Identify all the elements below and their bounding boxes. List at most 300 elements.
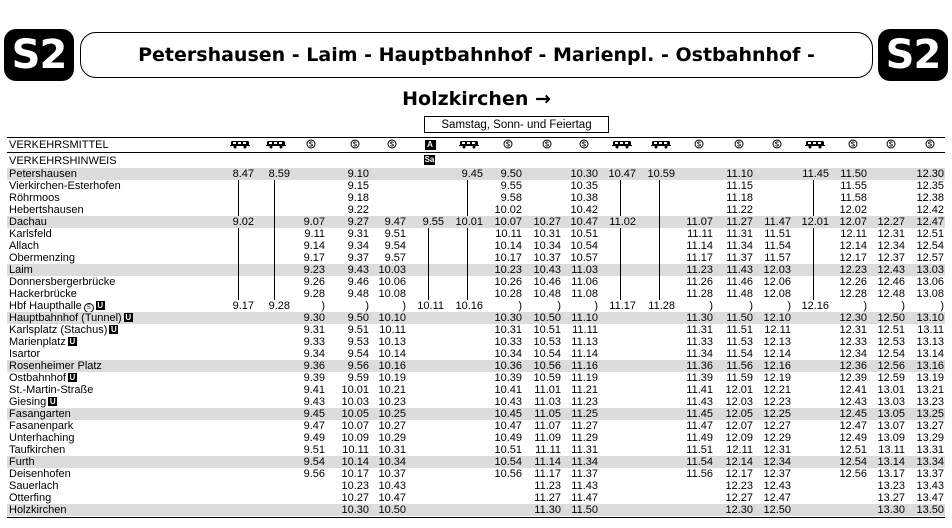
pass-through-mark: ) [402, 300, 406, 312]
departure-time: 11.17 [686, 252, 713, 264]
departure-time: 9.34 [347, 240, 369, 252]
departure-time: 13.05 [877, 408, 905, 420]
sbahn-icon [729, 139, 749, 152]
row-band [7, 456, 945, 468]
departure-time: 12.54 [916, 240, 944, 252]
departure-time: 11.49 [686, 432, 713, 444]
station-name-text: Petershausen [9, 168, 77, 180]
departure-time: 10.31 [533, 228, 561, 240]
departure-time: 12.05 [725, 408, 753, 420]
departure-time: 11.33 [686, 336, 713, 348]
departure-time: 10.56 [533, 360, 561, 372]
departure-time: 12.39 [839, 372, 867, 384]
departure-time: 10.08 [378, 288, 406, 300]
departure-time: 12.27 [877, 216, 905, 228]
departure-time: 11.19 [571, 372, 598, 384]
departure-time: 11.51 [764, 228, 791, 240]
departure-time: 11.28 [648, 300, 675, 312]
connector-line [238, 180, 239, 216]
departure-time: 12.01 [801, 216, 829, 228]
station-name [9, 492, 51, 504]
departure-time: 12.43 [763, 480, 791, 492]
sbahn-icon [881, 139, 901, 152]
departure-time: 11.58 [840, 192, 867, 204]
ubahn-icon: U [111, 325, 117, 334]
departure-time: 9.45 [461, 168, 483, 180]
departure-time: 11.31 [726, 228, 753, 240]
departure-time: 12.43 [839, 396, 867, 408]
departure-time: 13.11 [878, 444, 905, 456]
departure-time: 13.27 [916, 420, 944, 432]
station-name [9, 420, 73, 432]
departure-time: 10.06 [378, 276, 406, 288]
departure-time: 10.31 [378, 444, 406, 456]
departure-time: 10.43 [494, 396, 522, 408]
departure-time: 10.39 [494, 372, 522, 384]
station-name-text: Sauerlach [9, 480, 59, 492]
departure-time: 10.36 [494, 360, 522, 372]
departure-time: 11.51 [726, 324, 753, 336]
station-name-text: Allach [9, 240, 39, 252]
departure-time: 10.45 [494, 408, 522, 420]
station-name [9, 276, 115, 288]
station-name [9, 384, 93, 396]
pass-through-mark: ) [787, 300, 791, 312]
connector-line [238, 228, 239, 300]
departure-time: 12.02 [839, 204, 867, 216]
departure-time: 10.51 [533, 324, 561, 336]
sbahn-icon [843, 139, 863, 152]
departure-time: 13.27 [877, 492, 905, 504]
departure-time: 12.57 [916, 252, 944, 264]
departure-time: 12.49 [839, 432, 867, 444]
departure-time: 9.28 [303, 288, 325, 300]
departure-time: 9.55 [422, 216, 444, 228]
departure-time: 12.03 [763, 264, 791, 276]
departure-time: 12.17 [839, 252, 867, 264]
departure-time: 13.01 [877, 384, 905, 396]
pass-through-mark: ) [365, 300, 369, 312]
station-name-text: Röhrmoos [9, 192, 60, 204]
departure-time: 11.08 [571, 288, 598, 300]
departure-time: 12.23 [763, 396, 791, 408]
departure-time: 10.13 [378, 336, 406, 348]
marker-sa-label: Sa [424, 155, 435, 164]
departure-time: 9.18 [347, 192, 369, 204]
pass-through-mark: ) [321, 300, 325, 312]
departure-time: 9.15 [347, 180, 369, 192]
departure-time: 10.16 [455, 300, 483, 312]
departure-time: 11.14 [571, 348, 598, 360]
departure-time: 9.54 [384, 240, 406, 252]
departure-time: 11.48 [726, 288, 753, 300]
departure-time: 10.57 [570, 252, 598, 264]
departure-time: 12.47 [916, 216, 944, 228]
departure-time: 11.10 [726, 168, 753, 180]
departure-time: 10.37 [533, 252, 561, 264]
departure-time: 10.30 [570, 168, 598, 180]
departure-time: 12.38 [916, 192, 944, 204]
bus-icon [651, 139, 671, 152]
station-name [9, 444, 65, 456]
departure-time: 9.27 [347, 216, 369, 228]
pass-through-mark: ) [940, 300, 944, 312]
departure-time: 11.03 [534, 396, 561, 408]
departure-time: 12.30 [725, 504, 753, 516]
departure-time: 10.11 [417, 300, 444, 312]
departure-time: 10.14 [341, 456, 369, 468]
departure-time: 12.33 [839, 336, 867, 348]
departure-time: 12.14 [839, 240, 867, 252]
departure-time: 10.01 [455, 216, 483, 228]
departure-time: 11.29 [571, 432, 598, 444]
station-name [9, 324, 118, 336]
departure-time: 11.27 [534, 492, 561, 504]
station-name-text: Taufkirchen [9, 444, 66, 456]
station-name-text: Giesing [9, 396, 47, 408]
route-title: Petershausen - Laim - Hauptbahnhof - Marienpl. - Ostbahnhof - Holzkirchen → [80, 32, 873, 78]
station-name [9, 180, 121, 192]
pass-through-mark: ) [863, 300, 867, 312]
departure-time: 10.50 [533, 312, 561, 324]
departure-time: 11.17 [534, 468, 561, 480]
departure-time: 13.11 [917, 324, 944, 336]
departure-time: 10.46 [533, 276, 561, 288]
departure-time: 9.31 [347, 228, 369, 240]
station-name [9, 216, 47, 228]
departure-time: 12.10 [763, 312, 791, 324]
departure-time: 13.50 [916, 504, 944, 516]
departure-time: 10.27 [341, 492, 369, 504]
station-name-text: Isartor [9, 348, 41, 360]
departure-time: 12.27 [725, 492, 753, 504]
departure-time: 10.27 [533, 216, 561, 228]
departure-time: 9.17 [303, 252, 325, 264]
departure-time: 10.54 [494, 456, 522, 468]
departure-time: 12.34 [839, 348, 867, 360]
departure-time: 11.51 [686, 444, 713, 456]
sbahn-icon [382, 139, 402, 152]
departure-time: 12.06 [763, 276, 791, 288]
departure-time: 11.56 [726, 360, 753, 372]
departure-time: 13.23 [916, 396, 944, 408]
departure-time: 12.08 [763, 288, 791, 300]
departure-time: 11.41 [686, 384, 713, 396]
departure-time: 9.39 [303, 372, 325, 384]
departure-time: 11.27 [726, 216, 753, 228]
departure-time: 9.57 [384, 252, 406, 264]
line-badge-right: S2 [878, 29, 948, 81]
departure-time: 12.11 [840, 228, 867, 240]
departure-time: 9.22 [347, 204, 369, 216]
row-band [7, 264, 945, 276]
departure-time: 9.56 [303, 468, 325, 480]
departure-time: 10.41 [494, 384, 522, 396]
departure-time: 11.16 [571, 360, 598, 372]
departure-time: 10.47 [570, 216, 598, 228]
departure-time: 11.54 [764, 240, 791, 252]
departure-time: 9.58 [500, 192, 522, 204]
row-band [7, 408, 945, 420]
departure-time: 9.48 [347, 288, 369, 300]
departure-time: 11.09 [534, 432, 561, 444]
departure-time: 11.25 [571, 408, 598, 420]
departure-time: 10.34 [494, 348, 522, 360]
departure-time: 12.37 [877, 252, 905, 264]
bus-icon [266, 139, 286, 152]
departure-time: 11.07 [686, 216, 713, 228]
departure-time: 10.05 [341, 408, 369, 420]
connector-line [467, 180, 468, 216]
departure-time: 10.47 [608, 168, 636, 180]
departure-time: 11.43 [571, 480, 598, 492]
departure-time: 9.02 [232, 216, 254, 228]
departure-time: 10.07 [494, 216, 522, 228]
station-name-text: Obermenzing [9, 252, 76, 264]
departure-time: 12.51 [877, 324, 905, 336]
departure-time: 11.11 [572, 324, 598, 336]
departure-time: 10.35 [570, 180, 598, 192]
departure-time: 12.21 [763, 384, 791, 396]
station-name [9, 432, 74, 444]
day-type-label: Samstag, Sonn- und Feiertag [424, 116, 609, 133]
station-name [9, 408, 71, 420]
departure-time: 11.36 [686, 360, 713, 372]
departure-time: 12.50 [877, 312, 905, 324]
departure-time: 10.17 [341, 468, 369, 480]
station-name-text: Karlsfeld [9, 228, 52, 240]
departure-time: 13.13 [916, 336, 944, 348]
departure-time: 9.26 [303, 276, 325, 288]
departure-time: 11.30 [686, 312, 713, 324]
departure-time: 10.11 [379, 324, 406, 336]
departure-time: 11.27 [571, 420, 598, 432]
departure-time: 9.10 [347, 168, 369, 180]
departure-time: 11.59 [726, 372, 753, 384]
departure-time: 11.15 [726, 180, 753, 192]
departure-time: 12.41 [839, 384, 867, 396]
bus-icon [805, 139, 825, 152]
connector-line [274, 180, 275, 300]
departure-time: 10.31 [494, 324, 522, 336]
departure-time: 11.47 [764, 216, 791, 228]
departure-time: 13.43 [916, 480, 944, 492]
departure-time: 10.30 [341, 504, 369, 516]
departure-time: 13.21 [916, 384, 944, 396]
departure-time: 11.34 [686, 348, 713, 360]
connector-line [813, 180, 814, 216]
departure-time: 13.07 [877, 420, 905, 432]
departure-time: 12.31 [877, 228, 905, 240]
departure-time: 11.37 [726, 252, 753, 264]
departure-time: 9.43 [303, 396, 325, 408]
departure-time: 10.03 [378, 264, 406, 276]
station-name [9, 204, 84, 216]
departure-time: 12.30 [839, 312, 867, 324]
departure-time: 10.56 [494, 468, 522, 480]
departure-time: 9.07 [303, 216, 325, 228]
bus-icon [612, 139, 632, 152]
departure-time: 9.51 [347, 324, 369, 336]
departure-time: 12.53 [877, 336, 905, 348]
departure-time: 10.16 [378, 360, 406, 372]
line-badge-left: S2 [4, 29, 74, 81]
station-name-text: Hauptbahnhof (Tunnel) [9, 312, 122, 324]
departure-time: 11.17 [609, 300, 636, 312]
departure-time: 12.51 [916, 228, 944, 240]
pass-through-mark: ) [557, 300, 561, 312]
departure-time: 9.43 [347, 264, 369, 276]
departure-time: 9.28 [268, 300, 290, 312]
departure-time: 11.14 [686, 240, 713, 252]
departure-time: 10.14 [378, 348, 406, 360]
station-name [9, 372, 77, 384]
bus-icon [230, 139, 250, 152]
pass-through-mark: ) [709, 300, 713, 312]
departure-time: 12.59 [877, 372, 905, 384]
station-name-text: Marienplatz [9, 336, 66, 348]
station-name-text: Ostbahnhof [9, 372, 66, 384]
departure-time: 10.11 [495, 228, 522, 240]
departure-time: 9.17 [232, 300, 254, 312]
departure-time: 10.23 [494, 264, 522, 276]
departure-time: 12.17 [725, 468, 753, 480]
departure-time: 13.14 [916, 348, 944, 360]
departure-time: 10.34 [378, 456, 406, 468]
departure-time: 10.43 [378, 480, 406, 492]
departure-time: 13.47 [916, 492, 944, 504]
connector-line [467, 228, 468, 300]
departure-time: 11.28 [686, 288, 713, 300]
departure-time: 13.31 [916, 444, 944, 456]
departure-time: 12.28 [839, 288, 867, 300]
departure-time: 11.30 [534, 504, 561, 516]
departure-time: 10.38 [570, 192, 598, 204]
departure-time: 10.47 [494, 420, 522, 432]
departure-time: 10.51 [570, 228, 598, 240]
departure-time: 9.47 [303, 420, 325, 432]
marker-a-label: A [425, 140, 436, 150]
departure-time: 8.47 [232, 168, 254, 180]
departure-time: 11.02 [609, 216, 636, 228]
departure-time: 12.37 [763, 468, 791, 480]
station-name-text: Dachau [9, 216, 47, 228]
departure-time: 11.01 [534, 384, 561, 396]
departure-time: 10.51 [494, 444, 522, 456]
departure-time: 10.28 [494, 288, 522, 300]
departure-time: 9.59 [347, 372, 369, 384]
departure-time: 11.43 [686, 396, 713, 408]
departure-time: 9.23 [303, 264, 325, 276]
departure-time: 10.26 [494, 276, 522, 288]
departure-time: 9.46 [347, 276, 369, 288]
marker-a-icon [420, 139, 440, 150]
pass-through-mark: ) [518, 300, 522, 312]
departure-time: 11.43 [726, 264, 753, 276]
departure-time: 13.03 [877, 396, 905, 408]
departure-time: 10.02 [494, 204, 522, 216]
departure-time: 10.23 [378, 396, 406, 408]
departure-time: 9.50 [347, 312, 369, 324]
departure-time: 10.09 [341, 432, 369, 444]
departure-time: 13.19 [916, 372, 944, 384]
departure-time: 10.53 [533, 336, 561, 348]
departure-time: 9.33 [303, 336, 325, 348]
station-name [9, 480, 59, 492]
departure-time: 11.34 [726, 240, 753, 252]
departure-time: 12.34 [763, 456, 791, 468]
departure-time: 11.31 [571, 444, 598, 456]
departure-time: 11.21 [571, 384, 598, 396]
pass-through-mark: ) [749, 300, 753, 312]
departure-time: 12.26 [839, 276, 867, 288]
departure-time: 12.50 [763, 504, 791, 516]
departure-time: 9.11 [304, 228, 325, 240]
station-name [9, 240, 39, 252]
departure-time: 11.50 [571, 504, 598, 516]
departure-time: 11.07 [534, 420, 561, 432]
departure-time: 11.50 [726, 312, 753, 324]
departure-time: 9.51 [384, 228, 406, 240]
departure-time: 12.54 [877, 348, 905, 360]
departure-time: 10.19 [378, 372, 406, 384]
departure-time: 11.56 [686, 468, 713, 480]
departure-time: 12.11 [764, 324, 791, 336]
departure-time: 12.56 [839, 468, 867, 480]
departure-time: 12.19 [763, 372, 791, 384]
station-name [9, 396, 57, 408]
departure-time: 10.33 [494, 336, 522, 348]
departure-time: 13.06 [916, 276, 944, 288]
departure-time: 10.21 [378, 384, 406, 396]
departure-time: 13.14 [877, 456, 905, 468]
departure-time: 11.18 [726, 192, 753, 204]
departure-time: 11.46 [726, 276, 753, 288]
departure-time: 9.31 [303, 324, 325, 336]
departure-time: 9.37 [347, 252, 369, 264]
connector-line [659, 180, 660, 300]
row-band [7, 360, 945, 372]
departure-time: 11.11 [535, 444, 561, 456]
departure-time: 10.43 [533, 264, 561, 276]
station-name-text: Vierkirchen-Esterhofen [9, 180, 121, 192]
departure-time: 13.17 [877, 468, 905, 480]
departure-time: 10.34 [533, 240, 561, 252]
departure-time: 11.06 [571, 276, 598, 288]
departure-time: 11.47 [686, 420, 713, 432]
departure-time: 12.45 [839, 408, 867, 420]
departure-time: 11.26 [686, 276, 713, 288]
departure-time: 13.08 [916, 288, 944, 300]
station-name [9, 252, 75, 264]
departure-time: 12.01 [725, 384, 753, 396]
departure-time: 11.50 [840, 168, 867, 180]
ubahn-icon: U [69, 337, 76, 346]
departure-time: 10.17 [494, 252, 522, 264]
departure-time: 10.47 [378, 492, 406, 504]
sbahn-icon [689, 139, 709, 152]
departure-time: 10.29 [378, 432, 406, 444]
departure-time: 10.54 [533, 348, 561, 360]
departure-time: 12.23 [839, 264, 867, 276]
departure-time: 9.56 [347, 360, 369, 372]
ubahn-icon: U [69, 373, 76, 382]
departure-time: 12.14 [763, 348, 791, 360]
departure-time: 11.13 [571, 336, 598, 348]
departure-time: 10.59 [647, 168, 675, 180]
departure-time: 12.03 [725, 396, 753, 408]
departure-time: 12.07 [839, 216, 867, 228]
